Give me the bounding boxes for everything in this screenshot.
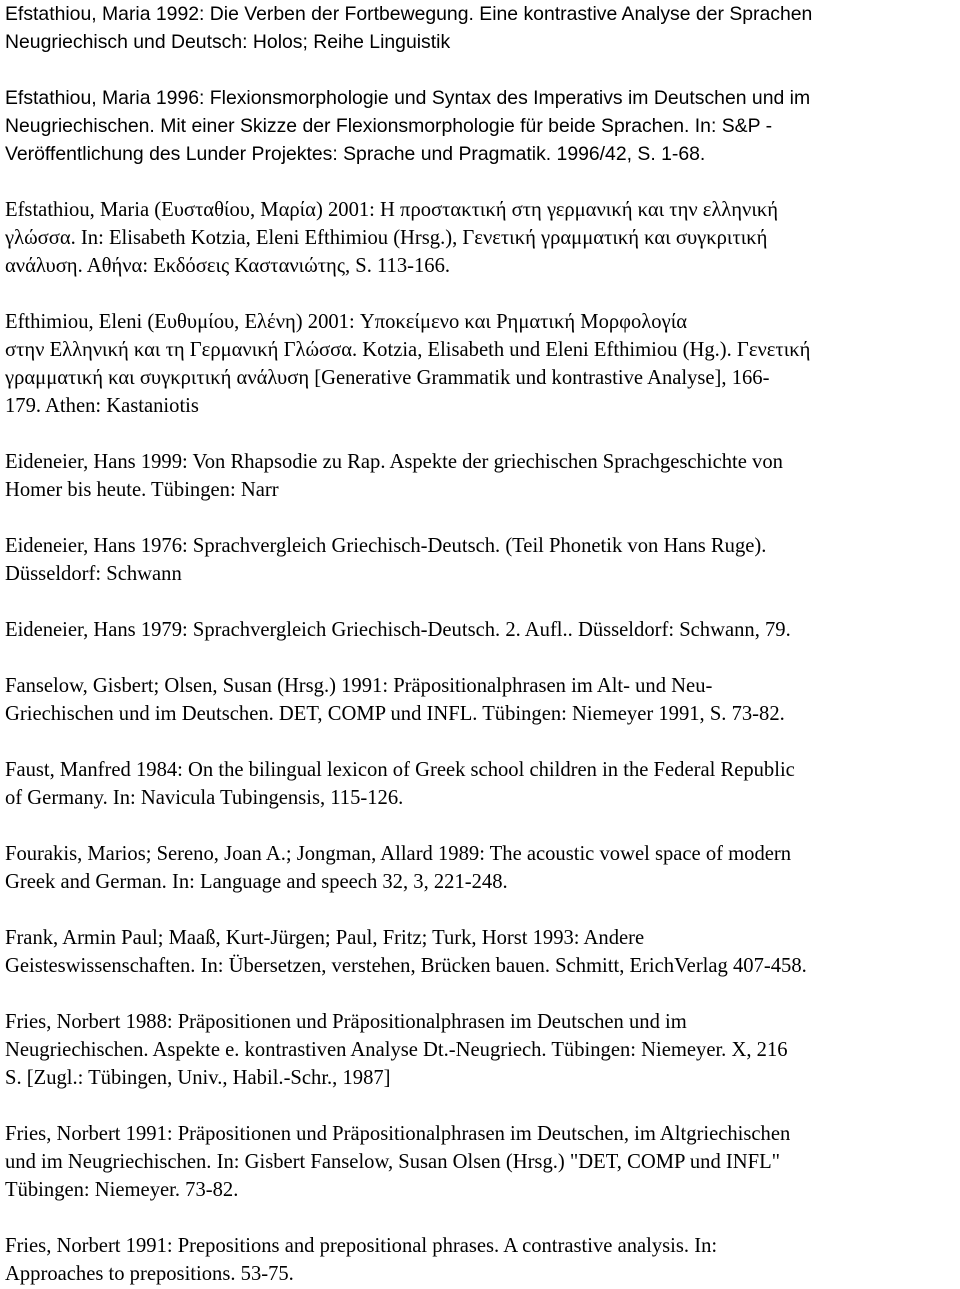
reference-line: Fanselow, Gisbert; Olsen, Susan (Hrsg.) 1991: Präpositionalphrasen im Alt- und Neu- [5,675,713,697]
reference-entry [5,616,791,644]
reference-line: Fourakis, Marios; Sereno, Joan A.; Jongman, Allard 1989: The acoustic vowel space of modern [5,843,792,865]
reference-line: und im Neugriechischen. In: Gisbert Fanselow, Susan Olsen (Hrsg.) "DET, COMP und INFL" [5,1151,781,1173]
reference-line: Fries, Norbert 1988: Präpositionen und Präpositionalphrasen im Deutschen und im [5,1011,687,1033]
reference-entry [5,1120,790,1204]
reference-line: Neugriechisch und Deutsch: Holos; Reihe Linguistik [5,31,451,53]
reference-entry [5,1008,788,1092]
reference-entry [5,756,795,812]
reference-line: Efthimiou, Eleni (Ευθυμίου, Ελένη) 2001: Υποκείμενο και Ρηματική Μορφολογία [5,311,688,333]
reference-line: Efstathiou, Maria 1992: Die Verben der Fortbewegung. Eine kontrastive Analyse der Sprachen [5,3,813,25]
reference-line: Fries, Norbert 1991: Präpositionen und Präpositionalphrasen im Deutschen, im Altgriechischen [5,1123,791,1145]
reference-line: γραμματική και συγκριτική ανάλυση [Generative Grammatik und kontrastive Analyse], 166- [5,367,770,389]
reference-entry [5,448,783,504]
reference-entry [5,532,766,588]
reference-line: Griechischen und im Deutschen. DET, COMP und INFL. Tübingen: Niemeyer 1991, S. 73-82. [5,703,785,725]
reference-entry [5,308,810,420]
reference-line: Eideneier, Hans 1979: Sprachvergleich Griechisch-Deutsch. 2. Aufl.. Düsseldorf: Schwann, 79. [5,619,791,641]
reference-entry [5,672,785,728]
reference-line: Düsseldorf: Schwann [5,563,182,585]
reference-line: Frank, Armin Paul; Maaß, Kurt-Jürgen; Paul, Fritz; Turk, Horst 1993: Andere [5,927,645,949]
reference-entry [5,924,807,980]
reference-line: Efstathiou, Maria (Ευσταθίου, Μαρία) 2001: Η προστακτική στη γερμανική και την ελληνική [5,199,779,221]
reference-entry [5,1232,717,1288]
reference-line: Eideneier, Hans 1999: Von Rhapsodie zu Rap. Aspekte der griechischen Sprachgeschichte von [5,451,783,473]
reference-entry [5,840,791,896]
reference-line: Neugriechischen. Mit einer Skizze der Flexionsmorphologie für beide Sprachen. In: S&P - [5,115,773,137]
reference-line: Neugriechischen. Aspekte e. kontrastiven Analyse Dt.-Neugriech. Tübingen: Niemeyer. X, 216 [5,1039,788,1061]
reference-line: Eideneier, Hans 1976: Sprachvergleich Griechisch-Deutsch. (Teil Phonetik von Hans Ruge). [5,535,767,557]
reference-entry [5,84,810,168]
reference-line: Greek and German. In: Language and speech 32, 3, 221-248. [5,871,508,893]
reference-line: Fries, Norbert 1991: Prepositions and prepositional phrases. A contrastive analysis. In: [5,1235,718,1257]
reference-line: of Germany. In: Navicula Tubingensis, 115-126. [5,787,404,809]
reference-line: γλώσσα. In: Elisabeth Kotzia, Eleni Efthimiou (Hrsg.), Γενετική γραμματική και συγκριτική [5,227,768,249]
reference-line: Homer bis heute. Tübingen: Narr [5,479,279,501]
reference-line: S. [Zugl.: Tübingen, Univ., Habil.-Schr., 1987] [5,1067,391,1089]
reference-line: 179. Athen: Kastaniotis [5,395,199,417]
reference-line: στην Ελληνική και τη Γερμανική Γλώσσα. Kotzia, Elisabeth und Eleni Efthimiou (Hg.). Γενετική [5,339,811,361]
reference-entry [5,0,812,56]
reference-line: Approaches to prepositions. 53-75. [5,1263,294,1285]
reference-line: Efstathiou, Maria 1996: Flexionsmorphologie und Syntax des Imperativs im Deutschen und im [5,87,811,109]
reference-line: Tübingen: Niemeyer. 73-82. [5,1179,239,1201]
reference-line: Faust, Manfred 1984: On the bilingual lexicon of Greek school children in the Federal Republic [5,759,795,781]
reference-line: Veröffentlichung des Lunder Projektes: Sprache und Pragmatik. 1996/42, S. 1-68. [5,143,706,165]
reference-entry [5,196,778,280]
reference-line: Geisteswissenschaften. In: Übersetzen, verstehen, Brücken bauen. Schmitt, ErichVerlag 407-458. [5,955,807,977]
reference-line: ανάλυση. Αθήνα: Εκδόσεις Καστανιώτης, S. 113-166. [5,255,451,277]
